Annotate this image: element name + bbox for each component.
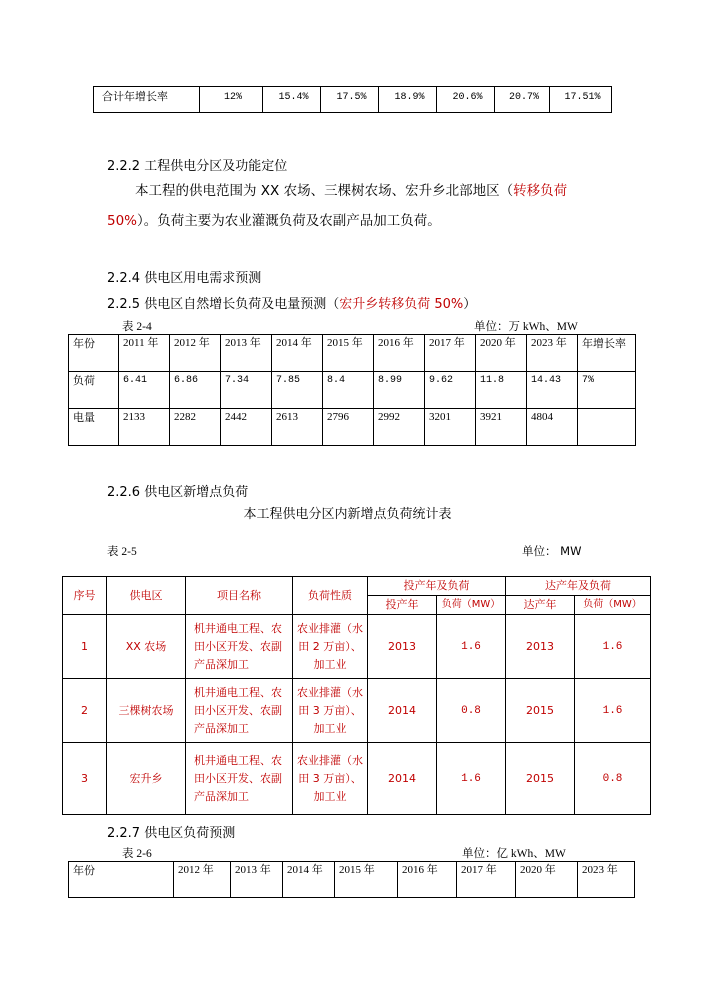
load-cell: 14.43 [527, 372, 578, 409]
header-comm-load: 负荷（MW） [437, 596, 506, 615]
load-cell: 8.4 [323, 372, 374, 409]
row-comm-year: 2013 [368, 615, 437, 679]
table-2-5-row [63, 679, 651, 743]
growth-cell: 18.9% [379, 87, 437, 113]
header-cell: 2023 年 [527, 335, 578, 372]
table-2-5-header-row-1 [63, 577, 651, 596]
energy-cell: 4804 [527, 409, 578, 446]
table-2-6-caption: 表 2-6 [122, 848, 152, 860]
energy-cell: 2796 [323, 409, 374, 446]
energy-cell: 3921 [476, 409, 527, 446]
header-cell: 2015 年 [335, 862, 398, 898]
row-seq: 2 [63, 679, 107, 743]
header-cell: 2017 年 [425, 335, 476, 372]
header-cell: 2014 年 [283, 862, 335, 898]
growth-cell: 17.51% [550, 87, 612, 113]
para-text-2: ）。负荷主要为农业灌溉负荷及农副产品加工负荷。 [137, 213, 441, 229]
table-2-4 [68, 334, 636, 446]
row-seq: 3 [63, 743, 107, 815]
para-red-text: 转移负荷 50% [107, 183, 568, 229]
row-area: XX 农场 [107, 615, 186, 679]
table-2-6-header-row [69, 862, 635, 898]
table-2-4-header-row [69, 335, 636, 372]
row-project: 机井通电工程、农田小区开发、农副产品深加工 [186, 679, 293, 743]
load-cell: 6.41 [119, 372, 170, 409]
load-cell: 6.86 [170, 372, 221, 409]
row-project: 机井通电工程、农田小区开发、农副产品深加工 [186, 743, 293, 815]
section-heading-227: 2.2.7 供电区负荷预测 [107, 826, 236, 841]
row-comm-load: 1.6 [437, 615, 506, 679]
row-comm-load: 0.8 [437, 679, 506, 743]
header-cell: 2015 年 [323, 335, 374, 372]
row-full-load: 0.8 [575, 743, 651, 815]
load-cell: 7.85 [272, 372, 323, 409]
growth-cell: 20.7% [495, 87, 550, 113]
table-2-5 [62, 576, 651, 815]
row-area: 宏升乡 [107, 743, 186, 815]
row-area: 三棵树农场 [107, 679, 186, 743]
growth-cell: 15.4% [263, 87, 321, 113]
row-nature: 农业排灌（水田 3 万亩）、加工业 [293, 679, 368, 743]
section-222-paragraph [107, 176, 597, 236]
table-2-6-unit: 单位：亿 kWh、MW [462, 848, 566, 860]
header-seq: 序号 [63, 577, 107, 615]
row-nature: 农业排灌（水田 2 万亩）、加工业 [293, 615, 368, 679]
header-area: 供电区 [107, 577, 186, 615]
growth-cell: 20.6% [437, 87, 495, 113]
header-project: 项目名称 [186, 577, 293, 615]
load-cell: 8.99 [374, 372, 425, 409]
table-2-4-caption: 表 2-4 [122, 321, 152, 333]
header-full-load: 负荷（MW） [575, 596, 651, 615]
header-nature: 负荷性质 [293, 577, 368, 615]
header-cell: 2023 年 [578, 862, 635, 898]
growth-rate-label: 合计年增长率 [94, 87, 200, 113]
load-cell: 7% [578, 372, 636, 409]
heading-225-end: ） [463, 297, 477, 312]
header-cell: 2017 年 [457, 862, 516, 898]
section-heading-224: 2.2.4 供电区用电需求预测 [107, 271, 262, 286]
table-2-5-row [63, 743, 651, 815]
header-full-production: 达产年及负荷 [506, 577, 651, 596]
load-cell: 7.34 [221, 372, 272, 409]
header-comm-year: 投产年 [368, 596, 437, 615]
table-2-6 [68, 861, 635, 898]
table-2-4-unit: 单位：万 kWh、MW [474, 321, 578, 333]
energy-cell: 3201 [425, 409, 476, 446]
growth-rate-table [93, 86, 612, 113]
header-cell: 2012 年 [170, 335, 221, 372]
header-cell: 2013 年 [221, 335, 272, 372]
heading-225-red: 宏升乡转移负荷 50% [339, 297, 464, 312]
table-2-5-title [0, 503, 703, 522]
header-cell: 2014 年 [272, 335, 323, 372]
table-2-5-title-text: 本工程供电分区内新增点负荷统计表 [243, 507, 452, 522]
row-comm-load: 1.6 [437, 743, 506, 815]
table-2-5-row [63, 615, 651, 679]
header-cell: 2016 年 [374, 335, 425, 372]
row-label: 负荷 [69, 372, 119, 409]
energy-cell: 2282 [170, 409, 221, 446]
row-project: 机井通电工程、农田小区开发、农副产品深加工 [186, 615, 293, 679]
table-2-4-load-row [69, 372, 636, 409]
row-seq: 1 [63, 615, 107, 679]
header-cell: 2011 年 [119, 335, 170, 372]
para-text-1: 本工程的供电范围为 XX 农场、三棵树农场、宏升乡北部地区（ [135, 183, 514, 199]
header-commissioning: 投产年及负荷 [368, 577, 506, 596]
section-heading-225 [107, 293, 476, 312]
table-2-5-unit: 单位： MW [522, 544, 582, 558]
header-cell: 年份 [69, 862, 174, 898]
load-cell: 11.8 [476, 372, 527, 409]
energy-cell: 2992 [374, 409, 425, 446]
header-full-year: 达产年 [506, 596, 575, 615]
row-full-year: 2015 [506, 679, 575, 743]
table-2-4-energy-row [69, 409, 636, 446]
growth-cell: 12% [200, 87, 263, 113]
heading-225-text: 2.2.5 供电区自然增长负荷及电量预测（ [107, 297, 340, 312]
load-cell: 9.62 [425, 372, 476, 409]
energy-cell: 2442 [221, 409, 272, 446]
energy-cell: 2613 [272, 409, 323, 446]
header-cell: 2012 年 [174, 862, 231, 898]
section-heading-226: 2.2.6 供电区新增点负荷 [107, 485, 249, 500]
row-full-year: 2015 [506, 743, 575, 815]
row-comm-year: 2014 [368, 743, 437, 815]
energy-cell: 2133 [119, 409, 170, 446]
row-full-load: 1.6 [575, 679, 651, 743]
header-cell: 2016 年 [398, 862, 457, 898]
growth-cell: 17.5% [321, 87, 379, 113]
row-label: 电量 [69, 409, 119, 446]
header-cell: 年份 [69, 335, 119, 372]
header-cell: 2020 年 [476, 335, 527, 372]
row-full-load: 1.6 [575, 615, 651, 679]
energy-cell [578, 409, 636, 446]
section-heading-222: 2.2.2 工程供电分区及功能定位 [107, 159, 288, 174]
row-full-year: 2013 [506, 615, 575, 679]
row-nature: 农业排灌（水田 3 万亩）、加工业 [293, 743, 368, 815]
growth-rate-row [94, 87, 612, 113]
row-comm-year: 2014 [368, 679, 437, 743]
header-cell: 2020 年 [516, 862, 578, 898]
header-cell: 2013 年 [231, 862, 283, 898]
table-2-5-caption: 表 2-5 [107, 546, 137, 558]
header-cell: 年增长率 [578, 335, 636, 372]
